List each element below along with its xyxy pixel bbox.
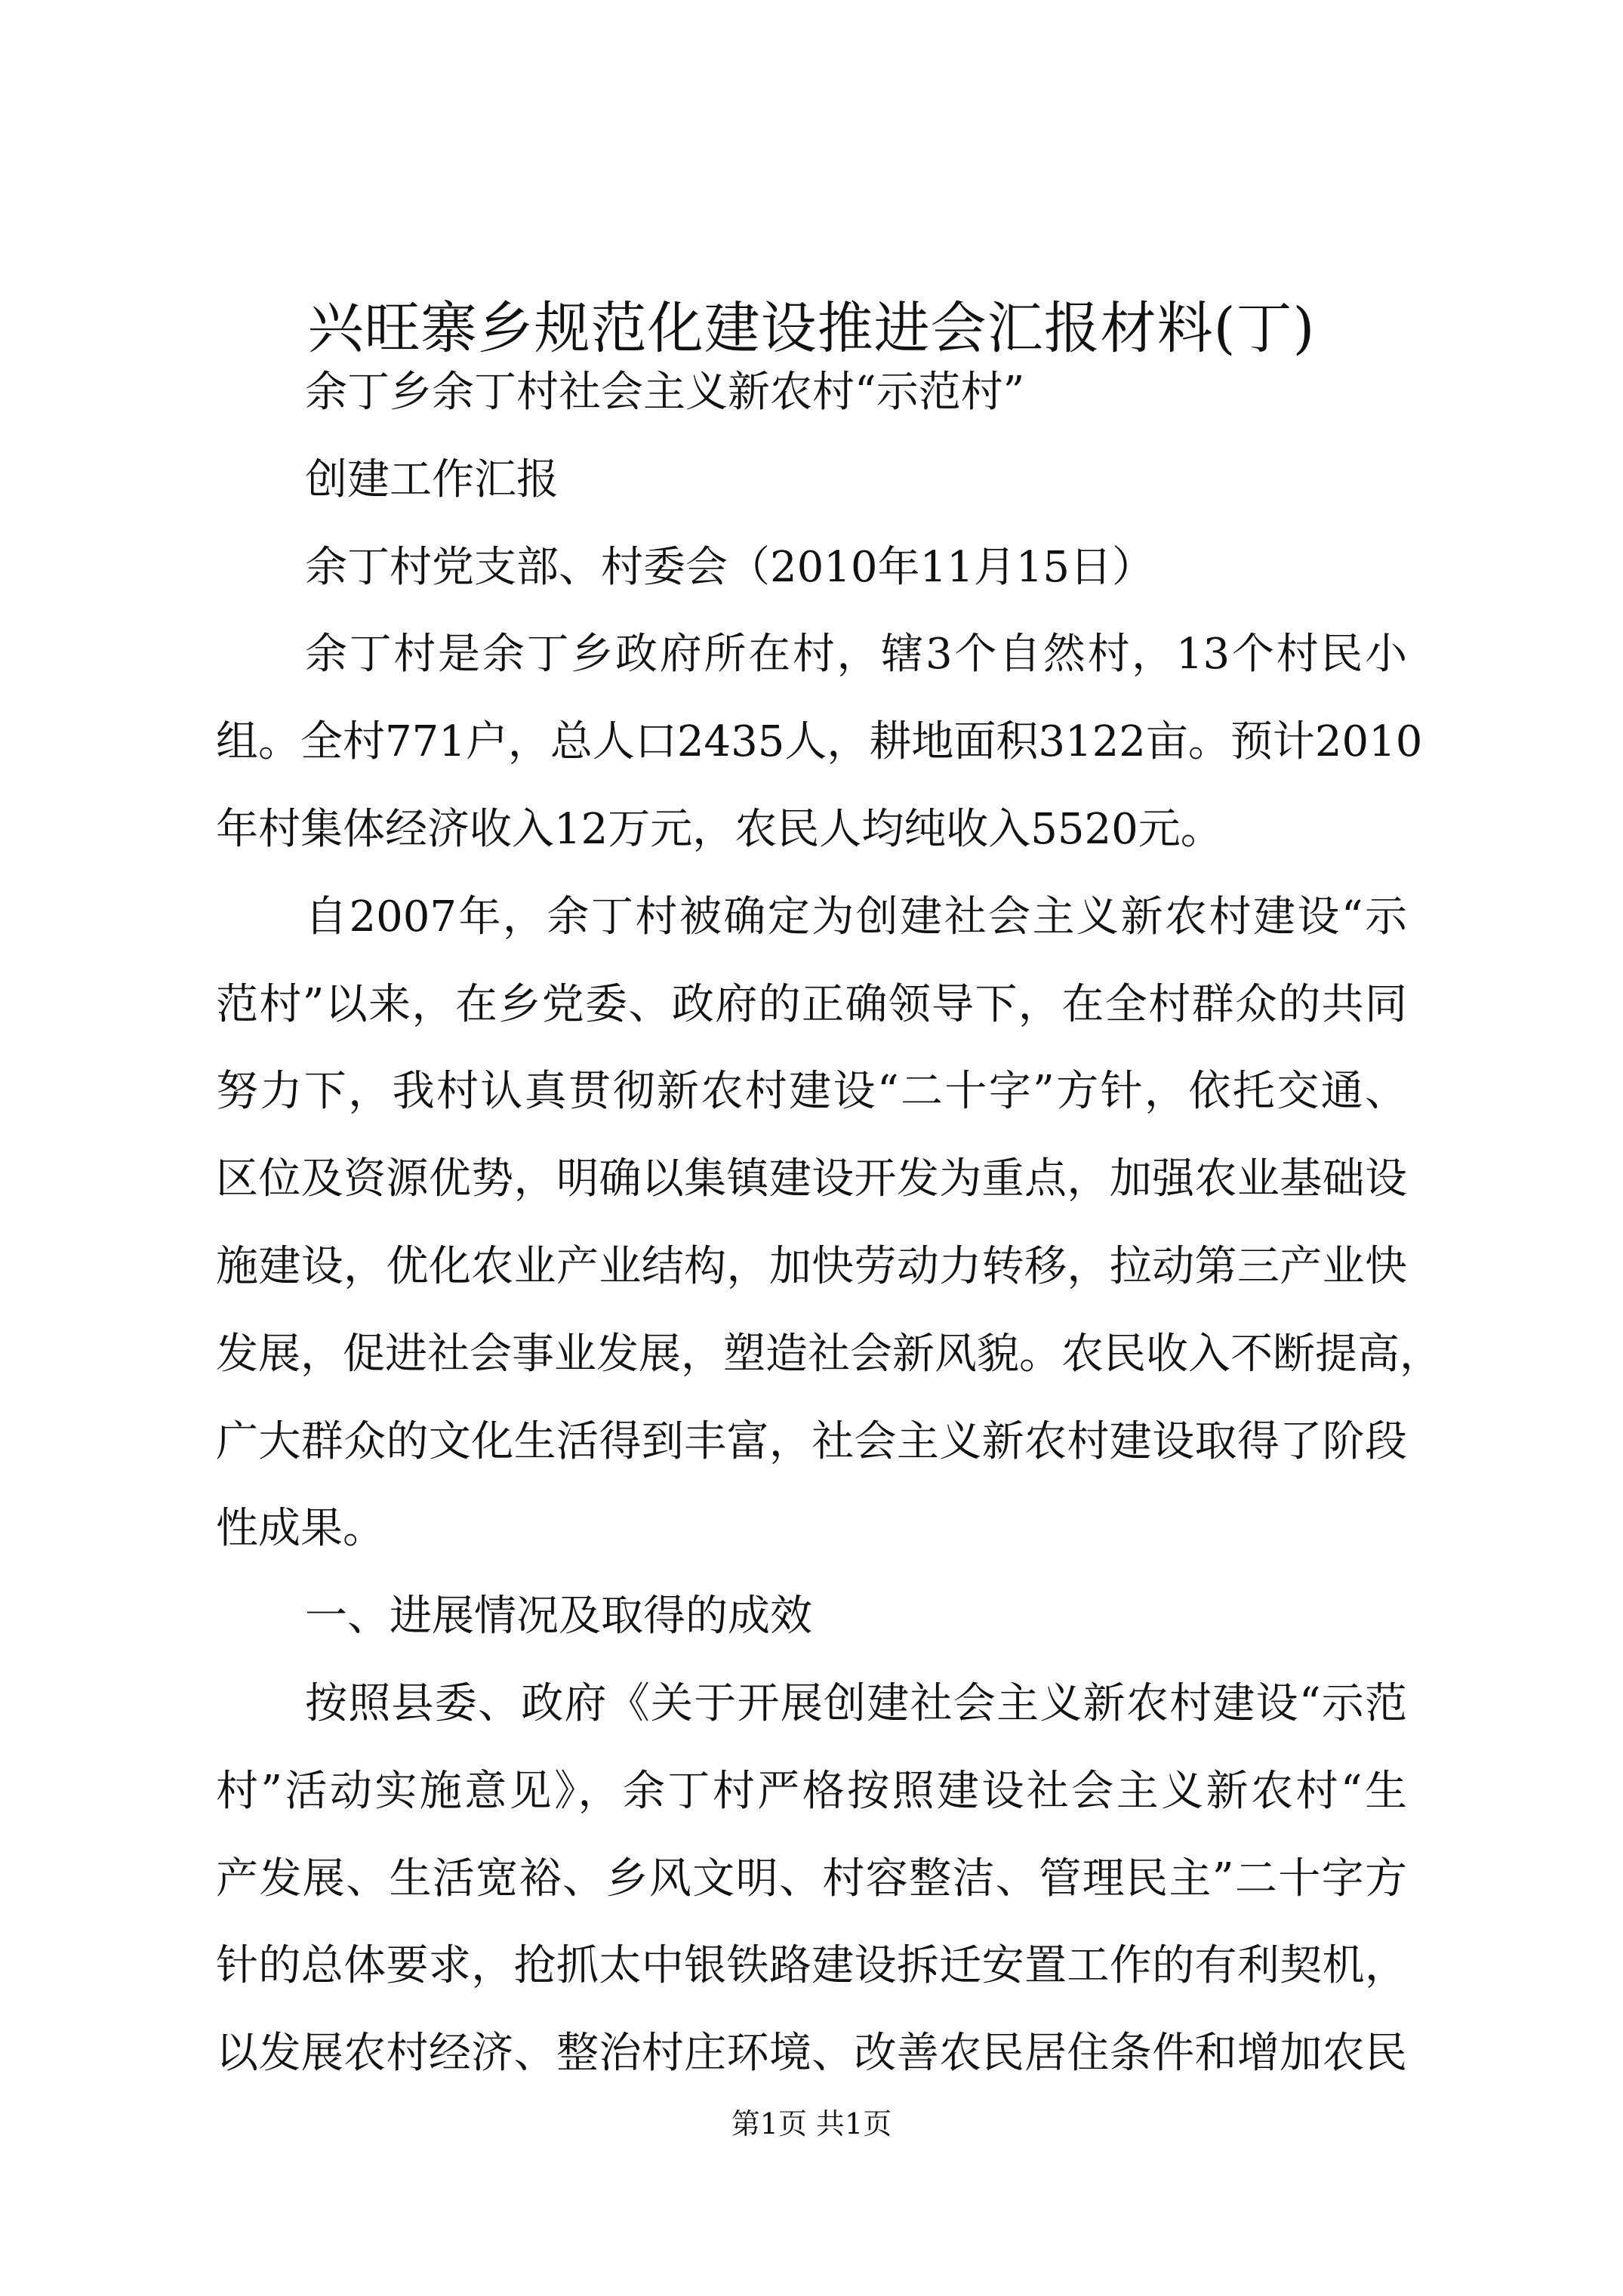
paragraph-3-line-3: 产发展、生活宽裕、乡风文明、村容整洁、管理民主”二十字方 xyxy=(216,1854,1407,1903)
document-title: 兴旺寨乡规范化建设推进会汇报材料(丁) xyxy=(307,296,1316,361)
paragraph-3-line-5: 以发展农村经济、整治村庄环境、改善农民居住条件和增加农民 xyxy=(216,2029,1407,2079)
paragraph-2-line-5: 施建设，优化农业产业结构，加快劳动力转移，拉动第三产业快 xyxy=(216,1241,1407,1291)
paragraph-2-line-8: 性成果。 xyxy=(216,1504,385,1554)
paragraph-1-line-2: 组。全村771户，总人口2435人，耕地面积3122亩。预计2010 xyxy=(216,717,1423,767)
paragraph-3-line-4: 针的总体要求，抢抓太中银铁路建设拆迁安置工作的有利契机， xyxy=(216,1941,1407,1991)
document-body xyxy=(216,349,1442,2097)
paragraph-1-line-3: 年村集体经济收入12万元，农民人均纯收入5520元。 xyxy=(216,804,1223,854)
paragraph-3-line-2: 村”活动实施意见》，余丁村严格按照建设社会主义新农村“生 xyxy=(216,1766,1407,1816)
paragraph-2-line-6: 发展，促进社会事业发展，塑造社会新风貌。农民收入不断提高， xyxy=(216,1329,1442,1379)
section-heading: 一、进展情况及取得的成效 xyxy=(305,1592,812,1641)
paragraph-1-line-1: 余丁村是余丁乡政府所在村，辖3个自然村，13个村民小 xyxy=(305,630,1407,680)
paragraph-2-line-3: 努力下，我村认真贯彻新农村建设“二十字”方针，依托交通、 xyxy=(216,1067,1407,1117)
paragraph-2-line-2: 范村”以来，在乡党委、政府的正确领导下，在全村群众的共同 xyxy=(216,979,1407,1029)
author-date-line: 余丁村党支部、村委会（2010年11月15日） xyxy=(305,542,1155,592)
paragraph-2-line-1: 自2007年，余丁村被确定为创建社会主义新农村建设“示 xyxy=(305,892,1407,942)
paragraph-2-line-4: 区位及资源优势，明确以集镇建设开发为重点，加强农业基础设 xyxy=(216,1154,1407,1204)
subtitle-line-2: 创建工作汇报 xyxy=(305,455,559,504)
page-footer: 第1页 共1页 xyxy=(731,2107,892,2140)
subtitle-line-1: 余丁乡余丁村社会主义新农村“示范村” xyxy=(305,368,1025,417)
paragraph-3-line-1: 按照县委、政府《关于开展创建社会主义新农村建设“示范 xyxy=(305,1678,1407,1728)
paragraph-2-line-7: 广大群众的文化生活得到丰富，社会主义新农村建设取得了阶段 xyxy=(216,1416,1407,1466)
